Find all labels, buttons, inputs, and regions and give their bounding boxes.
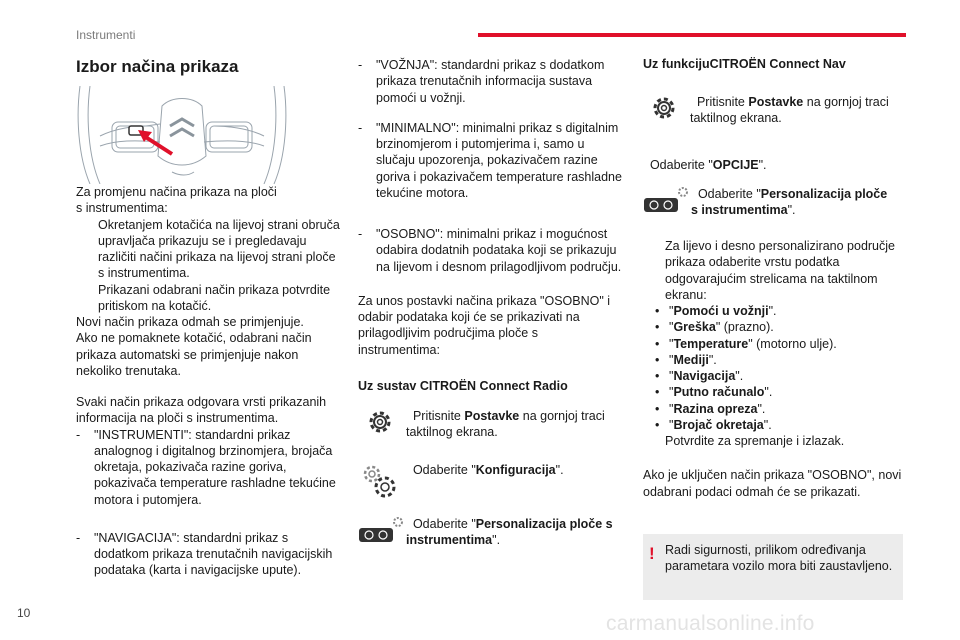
page-number: 10	[17, 606, 31, 620]
watermark: carmanualsonline.info	[606, 612, 815, 635]
list-item: • "Putno računalo".	[655, 385, 773, 400]
paragraph-osobno-setup: Za unos postavki načina prikaza "OSOBNO" i odabir podataka koji će se prikazivati na prilagodljivim područjima ploče s instrumentima:	[358, 293, 611, 357]
radio-step-settings: Pritisnite Postavke na gornjoj traci taktilnog ekrana.	[366, 408, 626, 448]
list-item: • "Pomoći u vožnji".	[655, 304, 777, 318]
safety-note-text: Radi sigurnosti, prilikom određivanja parametara vozilo mora biti zaustavljeno.	[665, 543, 893, 574]
nav-step-personalization: Odaberite "Personalizacija ploče s instrumentima".	[643, 186, 903, 226]
paragraph-auto-apply: Ako ne pomaknete kotačić, odabrani način prikaza automatski se primjenjuje nakon nekoliko trenutaka.	[76, 331, 312, 378]
configuration-gears-icon	[360, 462, 398, 500]
safety-note-box	[643, 534, 903, 600]
bullet-confirm-exit: Potvrdite za spremanje i izlazak.	[665, 434, 845, 448]
bullet-choose-data: Za lijevo i desno personalizirano područje prikaza odaberite vrstu podatka odgovarajućim strelicama na taktilnom ekranu:	[665, 239, 895, 302]
bullet-confirm-wheel: Prikazani odabrani način prikaza potvrdite pritiskom na kotačić.	[98, 282, 331, 313]
col3-list	[643, 238, 903, 500]
intro-line-1: Za promjenu načina prikaza na ploči	[76, 185, 277, 199]
paragraph-each-mode: Svaki način prikaza odgovara vrsti prikazanih informacija na ploči s instrumentima.	[76, 395, 327, 426]
paragraph-osobno-applied: Ako je uključen način prikaza "OSOBNO", novi odabrani podaci odmah će se prikazati.	[643, 468, 902, 499]
settings-gear-icon	[650, 94, 678, 122]
header-title: Instrumenti	[76, 28, 136, 42]
section-heading: Izbor načina prikaza	[76, 57, 239, 76]
intro-line-2: s instrumentima:	[76, 201, 168, 216]
instrument-personalization-icon	[358, 516, 404, 542]
list-item: • "Navigacija".	[655, 369, 744, 383]
radio-step-configuration: Odaberite "Konfiguracija".	[360, 462, 620, 502]
list-item: • "Greška" (prazno).	[655, 320, 774, 335]
mode-instrumenti: - "INSTRUMENTI": standardni prikaz analognog i digitalnog brzinomjera, brojača okretaja, pokazivača razine goriva, pokazivača temperature rashladne tekućine motora i putomjera.	[76, 427, 336, 507]
mode-minimalno: - "MINIMALNO": minimalni prikaz s digitalnim brzinomjerom i putomjerima i, samo u slučaju upozorenja, pokazivačem razine goriva i pokazivačem temperature rashladne tekućine motora.	[358, 120, 622, 200]
radio-step-personalization: Odaberite "Personalizacija ploče s instrumentima".	[358, 516, 620, 556]
list-item: • "Mediji".	[655, 352, 717, 367]
list-item: • "Temperature" (motorno ulje).	[655, 336, 837, 351]
subheading-connect-radio: Uz sustav CITROËN Connect Radio	[358, 379, 568, 393]
col2-text	[358, 57, 622, 358]
subheading-connect-nav: Uz funkcijuCITROËN Connect Nav	[643, 57, 846, 71]
list-item: • "Razina opreza".	[655, 401, 766, 416]
mode-navigacija: - "NAVIGACIJA": standardni prikaz s dodatkom prikaza trenutačnih navigacijskih podataka (karta i navigacijske upute).	[76, 530, 333, 578]
header-rule	[478, 33, 906, 37]
mode-voznja: - "VOŽNJA": standardni prikaz s dodatkom prikaza trenutačnih informacija sustava pomoći u vožnji.	[358, 58, 605, 105]
nav-step-settings: Pritisnite Postavke na gornjoj traci taktilnog ekrana.	[650, 94, 910, 134]
steering-wheel-illustration	[76, 86, 288, 184]
col1-text	[76, 184, 344, 579]
paragraph-new-mode: Novi način prikaza odmah se primjenjuje.	[76, 315, 304, 329]
warning-exclamation-icon: !	[649, 544, 655, 563]
bullet-rotate-wheel: Okretanjem kotačića na lijevoj strani obruča upravljača prikazuju se i pregledavaju različiti načini prikaza na lijevoj strani ploče s instrumentima.	[98, 217, 340, 281]
list-item: • "Brojač okretaja".	[655, 417, 772, 432]
instrument-personalization-icon	[643, 186, 689, 212]
mode-osobno: - "OSOBNO": minimalni prikaz i mogućnost odabira dodatnih podataka koji se prikazuju na lijevom i desnom prilagodljivom području.	[358, 227, 622, 274]
nav-step-options: Odaberite "OPCIJE".	[649, 158, 767, 172]
settings-gear-icon	[366, 408, 394, 436]
